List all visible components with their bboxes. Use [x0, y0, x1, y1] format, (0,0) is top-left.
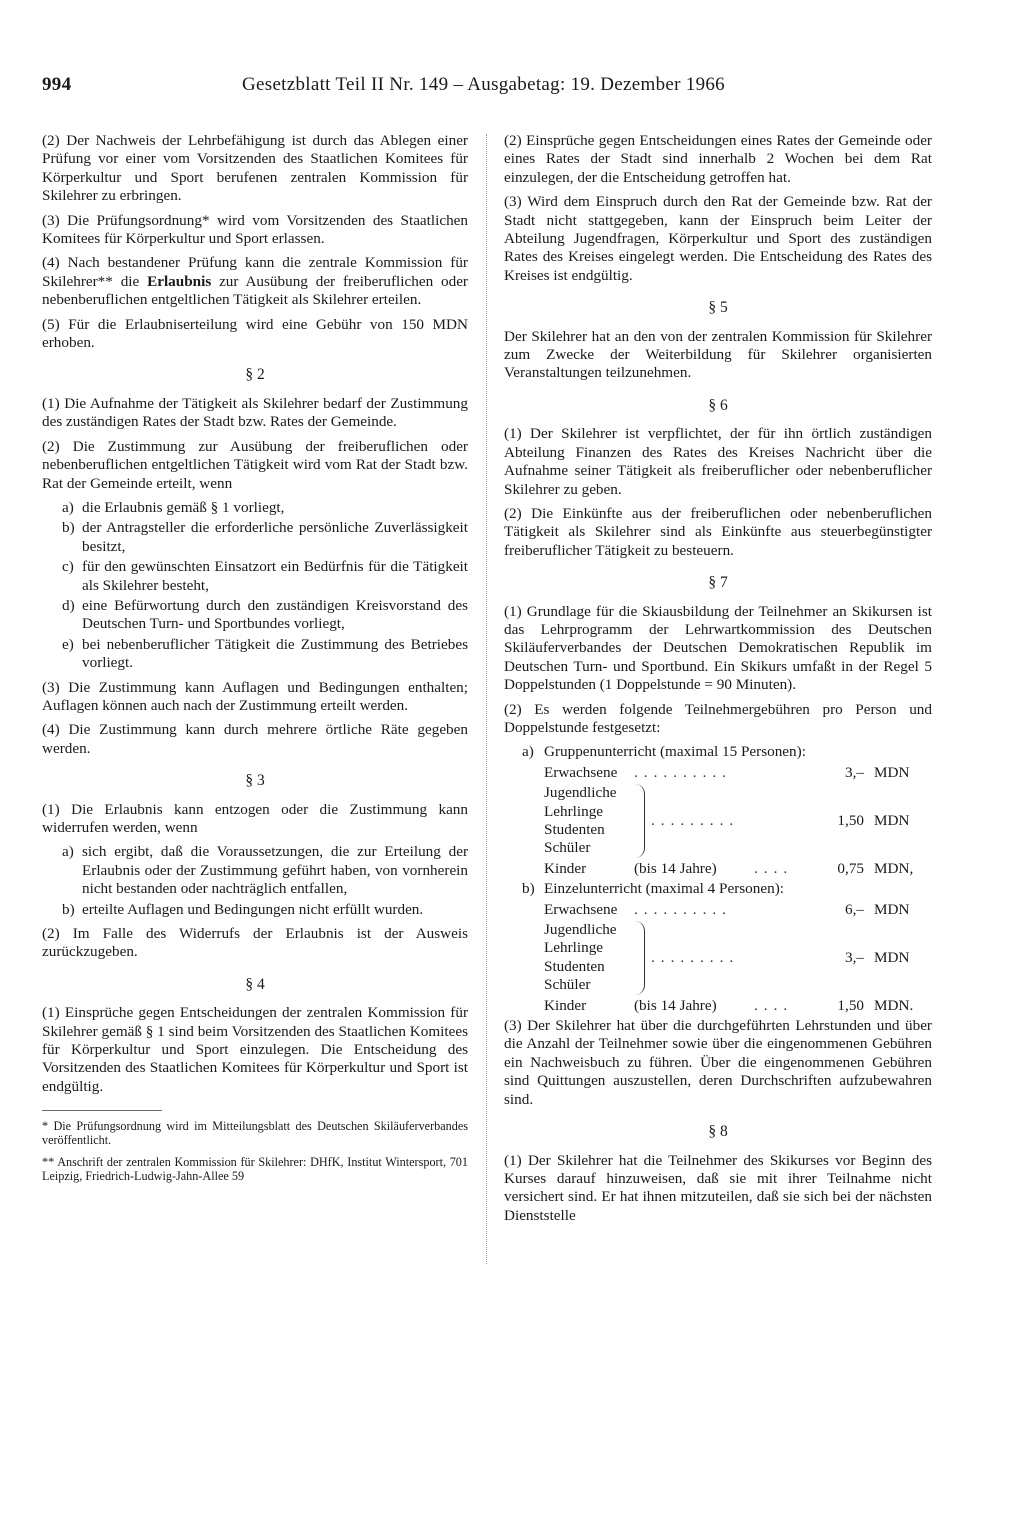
fee-person: Studenten — [544, 957, 605, 975]
fee-amount: 0,75 — [837, 859, 864, 877]
right-column — [504, 132, 932, 1231]
item-text: erteilte Auflagen und Bedingungen nicht erfüllt wurden. — [82, 900, 424, 918]
leader-dots: .......... — [634, 763, 732, 781]
paragraph: (2) Es werden folgende Teilnehmergebühren pro Person und Doppelstunde festgesetzt: — [504, 700, 932, 736]
fee-category — [504, 880, 932, 898]
item-label: b) — [62, 519, 75, 537]
fee-amount: 1,50 — [837, 996, 864, 1014]
item-text: eine Befürwortung durch den zuständigen Kreisvorstand des Deutschen Turn- und Sportbundes vorliegt, — [82, 596, 468, 633]
fee-amount: 1,50 — [837, 811, 864, 829]
fee-person: Schüler — [544, 839, 591, 857]
item-text: für den gewünschten Einsatzort ein Bedürfnis für die Tätigkeit als Skilehrer besteht, — [82, 558, 468, 594]
section-heading: § 6 — [708, 396, 728, 414]
text-run: (4) Nach bestandener Prüfung kann die zentrale Kommission für Skilehrer** die — [42, 254, 468, 290]
text-run: zur Ausübung der freiberuflichen oder nebenberuflichen entgeltlichen Tätigkeit als Skilehrer erteilen. — [42, 272, 468, 309]
fee-category-title: Einzelunterricht (maximal 4 Personen): — [544, 880, 784, 898]
leader-dots: .... — [754, 859, 794, 877]
list-item — [42, 636, 468, 673]
fee-row-group — [504, 784, 932, 858]
list-item — [42, 499, 468, 517]
fee-currency: MDN — [874, 811, 910, 829]
fee-note: (bis 14 Jahre) — [634, 996, 717, 1014]
footnote: * Die Prüfungsordnung wird im Mitteilungsblatt des Deutschen Skiläuferverbandes veröffentlicht. — [42, 1119, 468, 1148]
fee-currency: MDN, — [874, 859, 914, 877]
section-heading: § 5 — [708, 299, 728, 317]
paragraph: (2) Der Nachweis der Lehrbefähigung ist durch das Ablegen einer Prüfung vor einer vom Vorsitzenden des Staatlichen Komitees für Körperkultur und Sport berufenen zentralen Kommission für Skilehrer zu erbringen. — [42, 132, 468, 205]
paragraph: (3) Wird dem Einspruch durch den Rat der Gemeinde bzw. Rat der Stadt nicht stattgegeben, kann der Einspruch beim Leiter der Abteilung Jugendfragen, Körperkultur und Sport des zuständigen Rates des Kreises eingelegt werden. Die Entscheidung des Rates des Kreises ist endgültig. — [504, 193, 932, 284]
page-header — [42, 74, 762, 102]
paragraph: (2) Die Einkünfte aus der freiberuflichen oder nebenberuflichen Tätigkeit als Skilehrer sind als Einkünfte aus steuerbegünstigter freiberuflicher Tätigkeit zu besteuern. — [504, 504, 932, 559]
fee-category-title: Gruppenunterricht (maximal 15 Personen): — [544, 743, 806, 761]
fee-table — [504, 743, 932, 1015]
fee-person: Jugendliche — [544, 784, 617, 802]
paragraph: (1) Der Skilehrer hat die Teilnehmer des Skikurses vor Beginn des Kurses darauf hinzuweisen, daß sie mit ihrer Teilnahme nicht versichert sind. Er hat ihnen mitzuteilen, daß sie sich bei der nächsten Dienststelle — [504, 1151, 932, 1224]
leader-dots: .... — [754, 996, 794, 1014]
item-label: a) — [62, 843, 74, 861]
fee-row — [504, 901, 932, 919]
fee-amount: 3,– — [845, 948, 864, 966]
leader-dots: ......... — [651, 948, 740, 966]
paragraph: (2) Im Falle des Widerrufs der Erlaubnis ist der Ausweis zurückzugeben. — [42, 925, 468, 961]
paragraph: (5) Für die Erlaubniserteilung wird eine Gebühr von 150 MDN erhoben. — [42, 315, 468, 352]
section-heading: § 8 — [708, 1123, 728, 1141]
section-heading: § 2 — [245, 366, 265, 384]
fee-row-group — [504, 921, 932, 995]
paragraph: (3) Der Skilehrer hat über die durchgeführten Lehrstunden und über die Anzahl der Teilnehmer sowie über die eingenommenen Gebühren ein Nachweisbuch zu führen. Über die eingenommenen Gebühren sind Quittungen auszustellen, deren Durchschriften aufzubewahren sind. — [504, 1017, 932, 1108]
fee-person: Erwachsene — [544, 763, 618, 781]
fee-row — [504, 764, 932, 782]
section-heading: § 3 — [245, 772, 265, 790]
paragraph: Der Skilehrer hat an den von der zentralen Kommission für Skilehrer zum Zwecke der Weiterbildung für Skilehrer organisierten Veranstaltungen teilzunehmen. — [504, 327, 932, 382]
item-label: a) — [522, 743, 534, 761]
paragraph: (1) Die Aufnahme der Tätigkeit als Skilehrer bedarf der Zustimmung des zuständigen Rates der Stadt bzw. Rates der Gemeinde. — [42, 394, 468, 431]
fee-category — [504, 743, 932, 761]
fee-person: Kinder — [544, 996, 587, 1014]
paragraph: (1) Grundlage für die Skiausbildung der Teilnehmer an Skikursen ist das Lehrprogramm der Lehrwartkommission des Deutschen Skiläuferverbandes der Deutschen Demokratischen Republik im Deutschen Turn- und Sportbund. Ein Skikurs umfaßt in der Regel 5 Doppelstunden (1 Doppelstunde = 90 Minuten). — [504, 602, 932, 694]
paragraph: (1) Der Skilehrer ist verpflichtet, der für ihn örtlich zuständigen Abteilung Finanzen des Rates des Kreises Nachricht über die Aufnahme seiner Tätigkeit als freiberuflicher oder nebenberuflicher Skilehrer zu geben. — [504, 425, 932, 498]
left-column — [42, 132, 468, 1187]
item-label: b) — [522, 880, 535, 898]
paragraph: (4) Die Zustimmung kann durch mehrere örtliche Räte gegeben werden. — [42, 721, 468, 757]
fee-person: Studenten — [544, 821, 605, 838]
condition-list — [42, 499, 468, 673]
page-number: 994 — [42, 74, 72, 95]
fee-currency: MDN. — [874, 996, 914, 1014]
paragraph: (1) Die Erlaubnis kann entzogen oder die Zustimmung kann widerrufen werden, wenn — [42, 800, 468, 836]
paragraph: (3) Die Zustimmung kann Auflagen und Bedingungen enthalten; Auflagen können auch nach der Zustimmung erteilt werden. — [42, 678, 468, 714]
paragraph: (1) Einsprüche gegen Entscheidungen der zentralen Kommission für Skilehrer gemäß § 1 sind beim Vorsitzenden des Staatlichen Komitees für Körperkultur und Sport einzulegen. Die Entscheidung des Vorsitzenden des Staatlichen Komitees für Körperkultur und Sport ist endgültig. — [42, 1004, 468, 1095]
footnote: ** Anschrift der zentralen Kommission für Skilehrer: DHfK, Institut Wintersport, 701 Leipzig, Friedrich-Ludwig-Jahn-Allee 59 — [42, 1155, 468, 1184]
fee-row — [504, 997, 932, 1015]
fee-note: (bis 14 Jahre) — [634, 859, 717, 877]
item-label: c) — [62, 558, 74, 576]
fee-person: Jugendliche — [544, 921, 617, 939]
section-heading: § 4 — [245, 975, 265, 993]
item-text: der Antragsteller die erforderliche persönliche Zuverlässigkeit besitzt, — [82, 519, 468, 555]
list-item — [42, 843, 468, 898]
item-label: d) — [62, 596, 75, 614]
fee-amount: 6,– — [845, 900, 864, 918]
item-label: e) — [62, 635, 74, 653]
section-heading: § 7 — [708, 574, 728, 592]
list-item — [42, 519, 468, 556]
fee-currency: MDN — [874, 763, 910, 781]
running-title: Gesetzblatt Teil II Nr. 149 – Ausgabetag: 19. Dezember 1966 — [242, 74, 725, 95]
bold-term: Erlaubnis — [147, 272, 212, 290]
list-item — [42, 597, 468, 634]
item-text: bei nebenberuflicher Tätigkeit die Zustimmung des Betriebes vorliegt. — [82, 635, 468, 672]
paragraph: (2) Die Zustimmung zur Ausübung der freiberuflichen oder nebenberuflichen entgeltlichen Tätigkeit wird vom Rat der Stadt bzw. Rat der Gemeinde erteilt, wenn — [42, 437, 468, 492]
person-group — [544, 921, 645, 995]
list-item — [42, 558, 468, 595]
footnote-rule — [42, 1110, 162, 1111]
person-group — [544, 784, 645, 858]
item-label: b) — [62, 900, 75, 918]
fee-row — [504, 860, 932, 878]
item-text: sich ergibt, daß die Voraussetzungen, die zur Erteilung der Erlaubnis oder der Zustimmung geführt haben, von vornherein nicht bestanden oder nachträglich entfallen, — [82, 843, 468, 898]
paragraph — [42, 254, 468, 309]
item-label: a) — [62, 498, 74, 516]
paragraph: (3) Die Prüfungsordnung* wird vom Vorsitzenden des Staatlichen Komitees für Körperkultur und Sport erlassen. — [42, 211, 468, 248]
fee-person: Schüler — [544, 976, 591, 994]
fee-currency: MDN — [874, 948, 910, 966]
fee-person: Lehrlinge — [544, 939, 604, 957]
item-text: die Erlaubnis gemäß § 1 vorliegt, — [82, 498, 285, 516]
leader-dots: ......... — [651, 811, 740, 829]
fee-person: Lehrlinge — [544, 802, 604, 820]
column-divider — [486, 134, 487, 1264]
paragraph: (2) Einsprüche gegen Entscheidungen eines Rates der Gemeinde oder eines Rates der Stadt sind innerhalb 2 Wochen bei dem Rat einzulegen, der die Entscheidung getroffen hat. — [504, 132, 932, 186]
fee-person: Kinder — [544, 859, 587, 877]
condition-list — [42, 843, 468, 919]
fee-person: Erwachsene — [544, 900, 618, 918]
list-item — [42, 901, 468, 919]
fee-currency: MDN — [874, 900, 910, 918]
fee-amount: 3,– — [845, 763, 864, 781]
leader-dots: .......... — [634, 900, 732, 918]
